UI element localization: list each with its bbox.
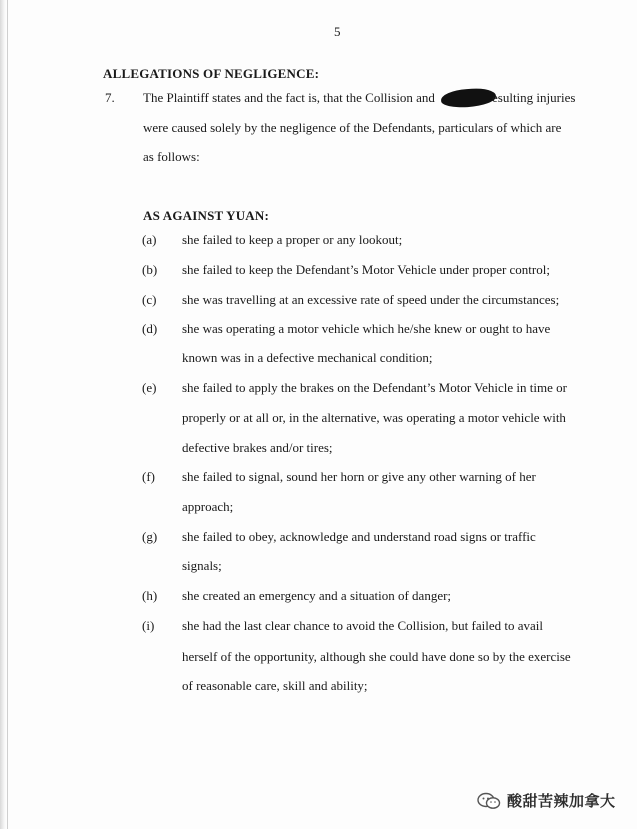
item-text-line: of reasonable care, skill and ability; <box>182 678 368 693</box>
page-edge-shadow <box>0 0 6 829</box>
paragraph-line-3: as follows: <box>143 149 200 164</box>
item-marker: (e) <box>142 380 157 395</box>
paragraph-line-1-before: The Plaintiff states and the fact is, that the Collision and <box>143 90 435 105</box>
item-text-line: herself of the opportunity, although she could have done so by the exercise <box>182 649 571 664</box>
item-text-line: she had the last clear chance to avoid the Collision, but failed to avail <box>182 618 543 633</box>
item-text-line: she was travelling at an excessive rate of speed under the circumstances; <box>182 292 560 307</box>
item-text-line: approach; <box>182 499 234 514</box>
item-marker: (c) <box>142 292 157 307</box>
item-marker: (g) <box>142 529 158 544</box>
item-text-line: she was operating a motor vehicle which he/she knew or ought to have <box>182 321 551 336</box>
item-marker: (f) <box>142 469 155 484</box>
item-text-line: she failed to obey, acknowledge and understand road signs or traffic <box>182 529 536 544</box>
paragraph-line-1-after: esulting injuries <box>492 90 576 105</box>
item-text-line: she failed to signal, sound her horn or give any other warning of her <box>182 469 536 484</box>
item-text-line: she failed to keep a proper or any lookout; <box>182 232 403 247</box>
page-edge-line <box>7 0 8 829</box>
item-text-line: she failed to keep the Defendant’s Motor Vehicle under proper control; <box>182 262 550 277</box>
subheading: AS AGAINST YUAN: <box>143 208 270 223</box>
watermark-text: 酸甜苦辣加拿大 <box>507 792 616 810</box>
item-text-line: signals; <box>182 558 222 573</box>
section-heading: ALLEGATIONS OF NEGLIGENCE: <box>103 66 320 81</box>
item-marker: (h) <box>142 588 158 603</box>
redaction-mark <box>440 87 496 109</box>
paragraph-number: 7. <box>105 90 115 105</box>
wechat-icon <box>477 792 501 810</box>
paragraph-line-2: were caused solely by the negligence of the Defendants, particulars of which are <box>143 120 562 135</box>
item-marker: (b) <box>142 262 158 277</box>
item-text-line: she failed to apply the brakes on the Defendant’s Motor Vehicle in time or <box>182 380 567 395</box>
item-marker: (a) <box>142 232 157 247</box>
item-text-line: properly or at all or, in the alternative, was operating a motor vehicle with <box>182 410 566 425</box>
page-number: 5 <box>334 24 341 39</box>
item-marker: (i) <box>142 618 155 633</box>
item-text-line: she created an emergency and a situation of danger; <box>182 588 452 603</box>
item-marker: (d) <box>142 321 158 336</box>
watermark <box>477 790 616 811</box>
item-text-line: defective brakes and/or tires; <box>182 440 333 455</box>
item-text-line: known was in a defective mechanical condition; <box>182 350 433 365</box>
